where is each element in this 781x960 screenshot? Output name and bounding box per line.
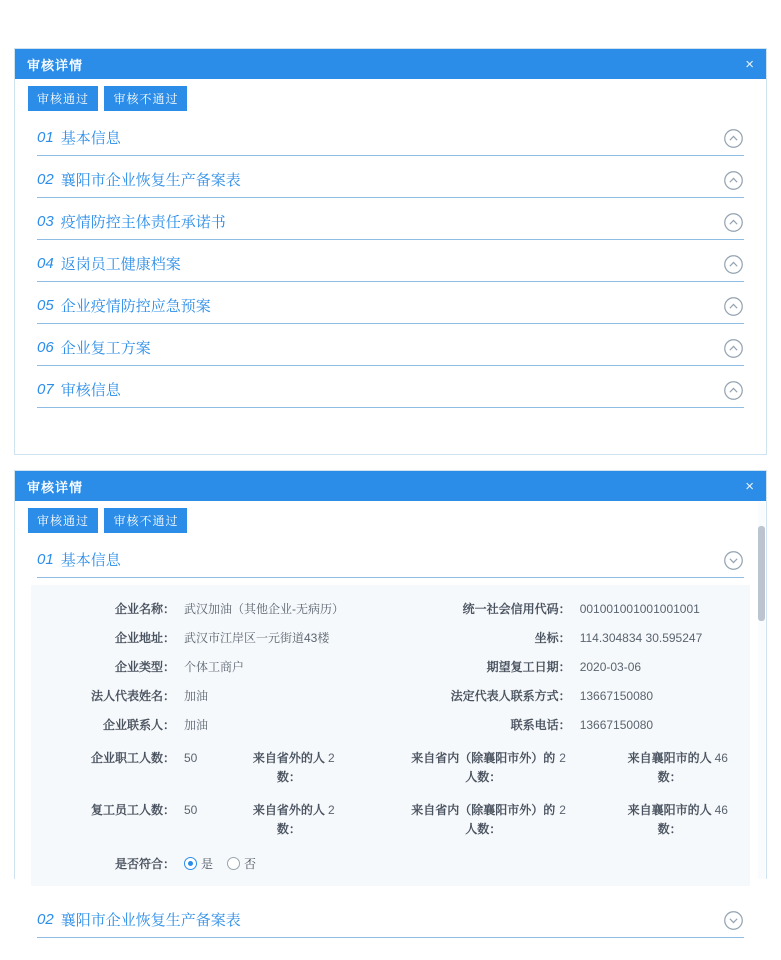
staff-count-row (43, 749, 738, 787)
field-label: 企业联系人： (102, 718, 175, 732)
field-value: 13667150080 (579, 718, 654, 732)
field-value: 46 (714, 751, 728, 765)
section-header-06[interactable] (37, 324, 744, 366)
field-value: 114.304834 30.595247 (579, 631, 703, 645)
field-value: 50 (184, 803, 198, 817)
section-header-05[interactable] (37, 282, 744, 324)
section-title: 襄阳市企业恢复生产备案表 (60, 172, 241, 189)
audit-detail-modal-expanded (14, 470, 767, 929)
section-title: 基本信息 (60, 130, 121, 147)
field-value: 50 (184, 751, 198, 765)
close-icon[interactable]: × (745, 55, 754, 73)
section-title: 审核信息 (60, 382, 121, 399)
section-number: 07 (37, 381, 54, 398)
section-header-01[interactable] (37, 536, 744, 578)
field-label: 法人代表姓名： (90, 689, 175, 703)
compliance-row (43, 855, 738, 872)
info-row (43, 716, 738, 735)
section-header-04[interactable] (37, 240, 744, 282)
field-label: 来自省内（除襄阳市外）的人数： (411, 751, 556, 784)
section-title: 基本信息 (60, 552, 121, 569)
field-label: 是否符合： (114, 857, 175, 871)
field-value: 武汉市江岸区一元街道43楼 (184, 631, 330, 645)
section-number: 02 (37, 171, 54, 188)
field-label: 期望复工日期： (486, 660, 571, 674)
section-header-02[interactable] (37, 156, 744, 198)
section-number: 01 (37, 551, 54, 568)
field-value: 2 (327, 803, 335, 817)
field-label: 来自襄阳市的人数： (627, 803, 712, 836)
field-label: 复工员工人数： (90, 803, 175, 817)
radio-yes[interactable] (184, 857, 197, 870)
modal-header (15, 49, 766, 79)
section-header-02[interactable] (37, 896, 744, 938)
field-label: 法定代表人联系方式： (450, 689, 571, 703)
vertical-scrollbar[interactable] (758, 502, 765, 879)
chevron-up-circle-icon[interactable] (723, 338, 744, 359)
field-value: 001001001001001001 (579, 602, 700, 616)
close-icon[interactable]: × (745, 477, 754, 495)
field-value: 加油 (184, 689, 209, 703)
info-row (43, 658, 738, 677)
field-label: 联系电话： (510, 718, 571, 732)
field-value: 个体工商户 (184, 660, 245, 674)
field-label: 来自省外的人数： (252, 751, 325, 784)
reject-button[interactable]: 审核不通过 (104, 86, 187, 111)
field-value: 2 (559, 751, 566, 765)
chevron-up-circle-icon[interactable] (723, 380, 744, 401)
field-value: 2 (327, 751, 335, 765)
info-row (43, 687, 738, 706)
section-title: 企业复工方案 (60, 340, 151, 357)
audit-detail-modal-collapsed (14, 48, 767, 455)
field-label: 企业类型： (114, 660, 175, 674)
field-label: 企业地址： (114, 631, 175, 645)
field-value: 2020-03-06 (579, 660, 642, 674)
section-header-03[interactable] (37, 198, 744, 240)
field-value: 2 (559, 803, 566, 817)
section-number: 05 (37, 297, 54, 314)
radio-no[interactable] (227, 857, 240, 870)
section-title: 企业疫情防控应急预案 (60, 298, 211, 315)
section-number: 04 (37, 255, 54, 272)
section-header-01[interactable] (37, 114, 744, 156)
chevron-down-circle-icon[interactable] (723, 910, 744, 931)
chevron-up-circle-icon[interactable] (723, 128, 744, 149)
section-title: 疫情防控主体责任承诺书 (60, 214, 226, 231)
chevron-up-circle-icon[interactable] (723, 254, 744, 275)
field-label: 坐标： (534, 631, 571, 645)
info-row (43, 629, 738, 648)
section-header-07[interactable] (37, 366, 744, 408)
section-number: 03 (37, 213, 54, 230)
section-number: 01 (37, 129, 54, 146)
field-label: 统一社会信用代码： (462, 602, 571, 616)
action-button-row (15, 501, 766, 536)
reject-button[interactable]: 审核不通过 (104, 508, 187, 533)
staff-count-row (43, 801, 738, 839)
chevron-up-circle-icon[interactable] (723, 212, 744, 233)
chevron-down-circle-icon[interactable] (723, 550, 744, 571)
field-value: 46 (714, 803, 728, 817)
field-label: 来自省外的人数： (252, 803, 325, 836)
info-row (43, 600, 738, 619)
chevron-up-circle-icon[interactable] (723, 296, 744, 317)
field-value: 13667150080 (579, 689, 654, 703)
basic-info-panel (31, 585, 750, 886)
field-label: 企业名称： (114, 602, 175, 616)
action-button-row (15, 79, 766, 114)
field-value: 武汉加油（其他企业-无病历） (184, 602, 344, 616)
section-title: 襄阳市企业恢复生产备案表 (60, 912, 241, 929)
field-label: 来自省内（除襄阳市外）的人数： (411, 803, 556, 836)
field-label: 企业职工人数： (90, 751, 175, 765)
field-label: 来自襄阳市的人数： (627, 751, 712, 784)
scrollbar-thumb[interactable] (758, 526, 765, 621)
field-value: 加油 (184, 718, 209, 732)
section-title: 返岗员工健康档案 (60, 256, 181, 273)
modal-title: 审核详情 (27, 57, 84, 73)
radio-yes-label: 是 (201, 857, 214, 871)
modal-header (15, 471, 766, 501)
approve-button[interactable]: 审核通过 (28, 86, 98, 111)
section-number: 02 (37, 911, 54, 928)
approve-button[interactable]: 审核通过 (28, 508, 98, 533)
modal-title: 审核详情 (27, 479, 84, 495)
radio-no-label: 否 (244, 857, 257, 871)
chevron-up-circle-icon[interactable] (723, 170, 744, 191)
section-number: 06 (37, 339, 54, 356)
